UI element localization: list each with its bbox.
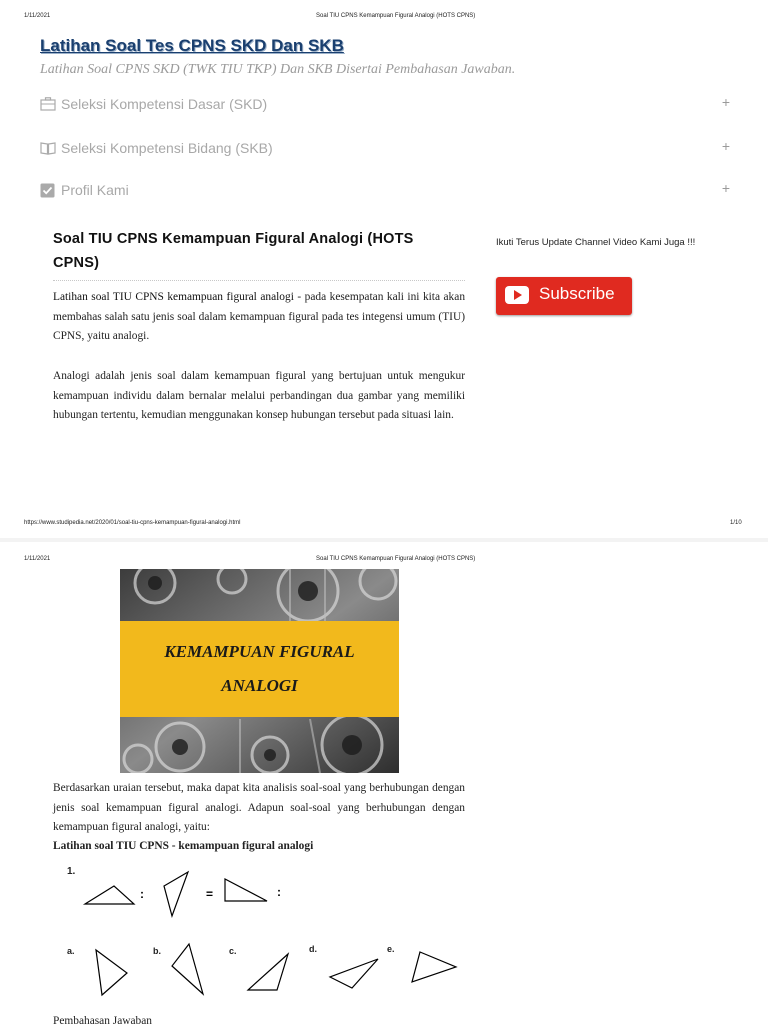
youtube-play-icon — [505, 286, 529, 304]
analysis-paragraph: Berdasarkan uraian tersebut, maka dapat kita analisis soal-soal yang berhubungan dengan jenis soal kemampuan figural analogi. Adapun soal-soal yang berhubungan dengan kemampuan figural analogi, yaitu: — [53, 782, 465, 833]
figure-triangle-1 — [85, 886, 134, 904]
print-date: 1/11/2021 — [24, 556, 51, 562]
hero-line2: ANALOGI — [221, 676, 298, 695]
footer-page: 1/10 — [730, 520, 742, 526]
intro-link[interactable]: Latihan soal TIU CPNS kemampuan figural analogi — [53, 291, 294, 303]
print-title: Soal TIU CPNS Kemampuan Figural Analogi (HOTS CPNS) — [316, 556, 476, 562]
question-number: 1. — [67, 866, 76, 877]
nav-label: Profil Kami — [61, 182, 129, 198]
hero-image — [120, 569, 399, 773]
nav-item-skb[interactable] — [40, 138, 730, 160]
figure-triangle-3 — [225, 879, 267, 901]
nav-label: Seleksi Kompetensi Bidang (SKB) — [61, 140, 273, 156]
page-divider — [0, 538, 768, 542]
nav-label: Seleksi Kompetensi Dasar (SKD) — [61, 96, 268, 112]
print-title: Soal TIU CPNS Kemampuan Figural Analogi (HOTS CPNS) — [316, 13, 476, 19]
checkbox-icon — [40, 183, 55, 201]
hero-band — [120, 621, 399, 717]
intro-paragraph — [53, 288, 465, 347]
option-b-triangle — [172, 944, 203, 994]
footer-url: https://www.studipedia.net/2020/01/soal-tiu-cpns-kemampuan-figural-analogi.html — [24, 520, 241, 526]
post-title: Soal TIU CPNS Kemampuan Figural Analogi (HOTS CPNS) — [53, 231, 414, 271]
subscribe-button[interactable] — [496, 277, 632, 315]
option-d-label: d. — [309, 944, 317, 954]
site-description: Latihan Soal CPNS SKD (TWK TIU TKP) Dan SKB Disertai Pembahasan Jawaban. — [40, 62, 516, 77]
question-figures — [80, 868, 310, 920]
site-title-link[interactable]: Latihan Soal Tes CPNS SKD Dan SKB — [40, 36, 344, 55]
nav-item-profil[interactable] — [40, 180, 730, 202]
option-c-label: c. — [229, 946, 237, 956]
option-a-triangle — [96, 950, 127, 995]
colon-symbol: : — [140, 887, 144, 901]
option-d-triangle — [330, 959, 378, 988]
figure-triangle-2 — [164, 872, 188, 916]
intro-text: - pada kesempatan kali ini kita akan membahas salah satu jenis soal dalam kemampuan figural pada tes integensi umum (TIU) CPNS, yaitu analogi. — [53, 291, 466, 342]
sidebar-text: Ikuti Terus Update Channel Video Kami Juga !!! — [496, 237, 696, 248]
equals-symbol: = — [206, 887, 214, 901]
section-title: Latihan soal TIU CPNS - kemampuan figural analogi — [53, 840, 314, 852]
title-divider — [53, 280, 465, 281]
option-figures — [90, 940, 470, 1000]
subscribe-label: Subscribe — [539, 284, 615, 303]
hero-line1: KEMAMPUAN FIGURAL — [164, 642, 355, 661]
option-a-label: a. — [67, 946, 75, 956]
expand-icon[interactable]: + — [721, 180, 730, 196]
nav-item-skd[interactable] — [40, 94, 730, 116]
option-b-label: b. — [153, 946, 161, 956]
expand-icon[interactable]: + — [721, 138, 730, 154]
colon-symbol: : — [277, 885, 281, 899]
print-date: 1/11/2021 — [24, 13, 51, 19]
book-icon — [40, 141, 56, 158]
expand-icon[interactable]: + — [721, 94, 730, 110]
option-e-label: e. — [387, 944, 395, 954]
pembahasan-heading: Pembahasan Jawaban — [53, 1015, 153, 1027]
briefcase-icon — [40, 97, 56, 114]
definition-paragraph: Analogi adalah jenis soal dalam kemampuan figural yang bertujuan untuk mengukur kemampuan individu dalam bernalar melalui perbandingan dua gambar yang memiliki hubungan tertentu, kemudian menggunakan konsep hubungan tersebut pada situasi lain. — [53, 370, 465, 421]
option-c-triangle — [248, 954, 288, 990]
option-e-triangle — [412, 952, 456, 982]
